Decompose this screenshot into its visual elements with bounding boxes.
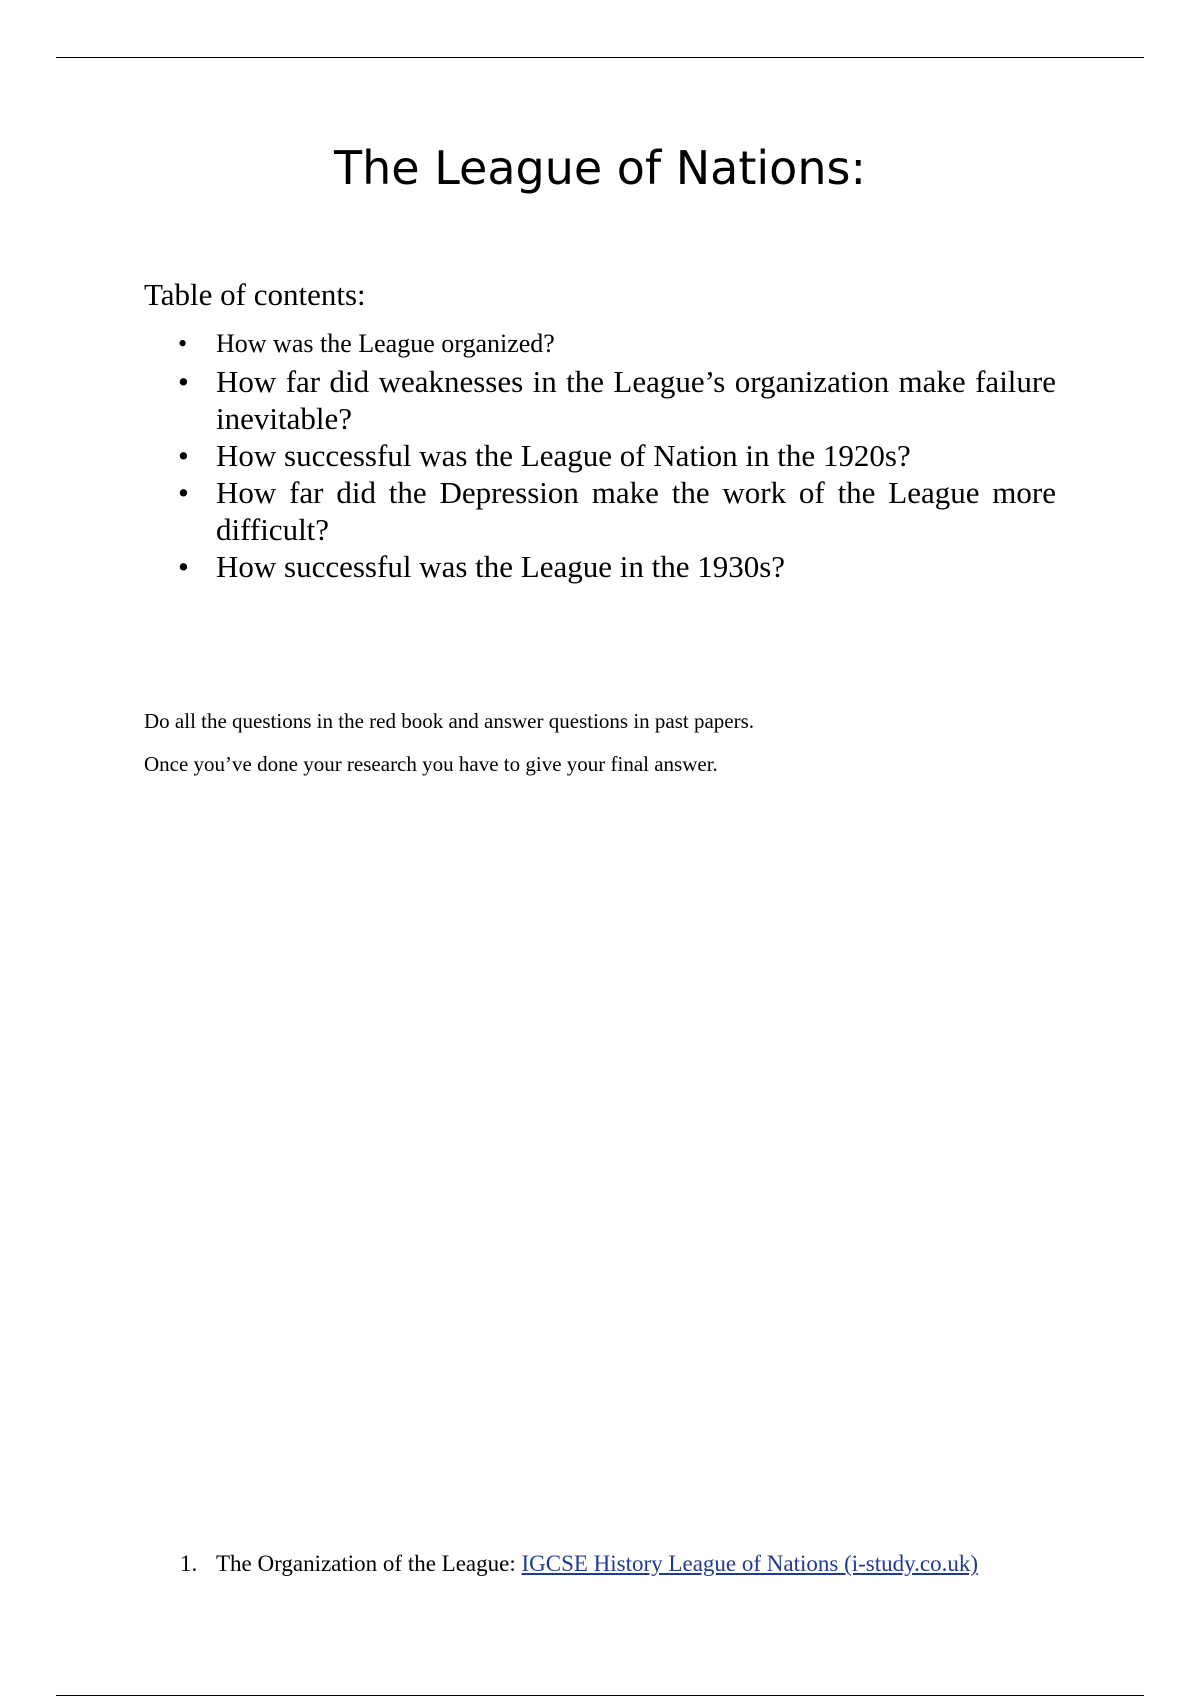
header-rule: [56, 57, 1144, 58]
toc-item-text: How successful was the League in the 1930s?: [216, 549, 786, 584]
toc-item-text: How was the League organized?: [216, 329, 555, 358]
toc-item-text: How successful was the League of Nation in the 1920s?: [216, 438, 911, 473]
bullet-icon: •: [178, 475, 189, 510]
toc-item: [144, 326, 1056, 362]
instruction-note: Once you’ve done your research you have to give your final answer.: [144, 752, 718, 776]
page-title: The League of Nations:: [334, 141, 866, 195]
toc-item: [144, 437, 1056, 474]
toc-item-text: How far did weaknesses in the League’s organization make failure inevitable?: [216, 364, 1056, 436]
section-label: The Organization of the League:: [216, 1551, 522, 1576]
i-study-link[interactable]: IGCSE History League of Nations (i-study.co.uk): [521, 1551, 978, 1576]
toc-item: [144, 548, 1056, 585]
section-item: [180, 1548, 978, 1580]
bullet-icon: •: [178, 329, 188, 358]
toc-item-text: How far did the Depression make the work of the League more difficult?: [216, 475, 1056, 547]
bullet-icon: •: [178, 438, 189, 473]
toc-item: [144, 474, 1056, 548]
toc-item: [144, 363, 1056, 437]
section-number: 1.: [180, 1551, 198, 1576]
instruction-note: Do all the questions in the red book and answer questions in past papers.: [144, 709, 755, 733]
footer-rule: [56, 1695, 1144, 1696]
bullet-icon: •: [178, 364, 189, 399]
toc-heading: Table of contents:: [144, 277, 366, 312]
bullet-icon: •: [178, 549, 189, 584]
toc-list: [144, 326, 1056, 585]
